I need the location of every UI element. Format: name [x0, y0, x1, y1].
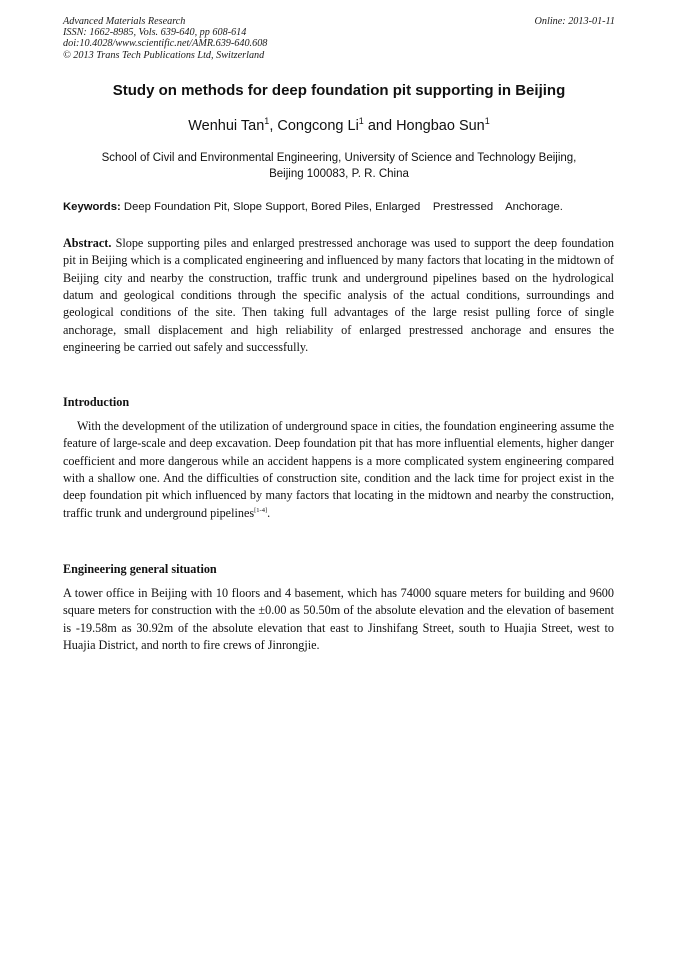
author-affiliation-mark: 1: [264, 116, 270, 127]
author-affiliation-mark: 1: [358, 116, 364, 127]
keywords: [63, 200, 623, 215]
author-name: Hongbao Sun: [396, 118, 485, 134]
paper-title: Study on methods for deep foundation pit supporting in Beijing: [112, 82, 566, 99]
abstract-text: Slope supporting piles and enlarged prestressed anchorage was used to support the deep foundation pit in Beijing which is a complicated engineering and influenced by many factors that locating in the midtown of Beijing city and nearby the construction, traffic trunk and underground pipelines based on the hydrological datum and geological conditions through the specific analysis of the actual conditions, surroundings and geological conditions of the site. Then taking full advantages of the large resist pulling force of single anchorage, small displacement and high reliability of enlarged prestressed anchorage and ensures the engineering be carried out safely and successfully.: [63, 236, 615, 355]
journal-header: [63, 16, 615, 61]
copyright-line: © 2013 Trans Tech Publications Ltd, Switzerland: [63, 49, 265, 61]
author-name: Congcong Li: [277, 118, 359, 134]
section-heading-introduction: Introduction: [63, 395, 130, 409]
author-separator: and: [363, 118, 397, 134]
introduction-end: .: [267, 505, 271, 520]
affiliation-line: Beijing 100083, P. R. China: [269, 167, 409, 180]
affiliation-line: School of Civil and Environmental Engineering, University of Science and Technology Beijing,: [101, 152, 577, 164]
abstract: [63, 235, 614, 356]
doi-line: doi:10.4028/www.scientific.net/AMR.639-640.608: [63, 38, 268, 50]
citation-mark: [1-4]: [254, 506, 268, 514]
issn-line: ISSN: 1662-8985, Vols. 639-640, pp 608-614: [63, 27, 247, 39]
affiliation: [60, 151, 618, 182]
journal-name: Advanced Materials Research: [63, 16, 186, 27]
introduction-text: With the development of the utilization of underground space in cities, the foundation engineering assume the feature of large-scale and deep excavation. Deep foundation pit that has more influential elements, higher danger coefficient and more dangerous while an accident happens is a more complicated system engineering compared with a shallow one. And the difficulties of construction site, condition and the lack time for project exist in the deep foundation pit which influenced by many factors that locating in the midtown and nearby the construction, traffic trunk and underground pipelines: [63, 419, 614, 520]
author-list: [40, 117, 638, 135]
author-separator: ,: [269, 118, 278, 134]
engineering-paragraph: A tower office in Beijing with 10 floors and 4 basement, which has 74000 square meters for building and 9600 square meters for construction with the ±0.00 as 50.50m of the absolute elevation and the elevation of basement is -19.58m as 30.92m of the absolute elevation that east to Jinshifang Street, south to Huajia Street, west to Huajia District, and north to fire crews of Jinrongjie.: [63, 586, 614, 653]
section-heading-engineering: Engineering general situation: [63, 562, 217, 576]
author-affiliation-mark: 1: [484, 116, 490, 127]
author-name: Wenhui Tan: [188, 118, 265, 134]
online-date: Online: 2013-01-11: [534, 16, 615, 27]
keywords-label: Keywords:: [63, 201, 121, 213]
keywords-text: Deep Foundation Pit, Slope Support, Bored Piles, Enlarged Prestressed Anchorage.: [123, 201, 563, 213]
abstract-label: Abstract.: [63, 236, 112, 250]
introduction-paragraph: [63, 418, 614, 522]
